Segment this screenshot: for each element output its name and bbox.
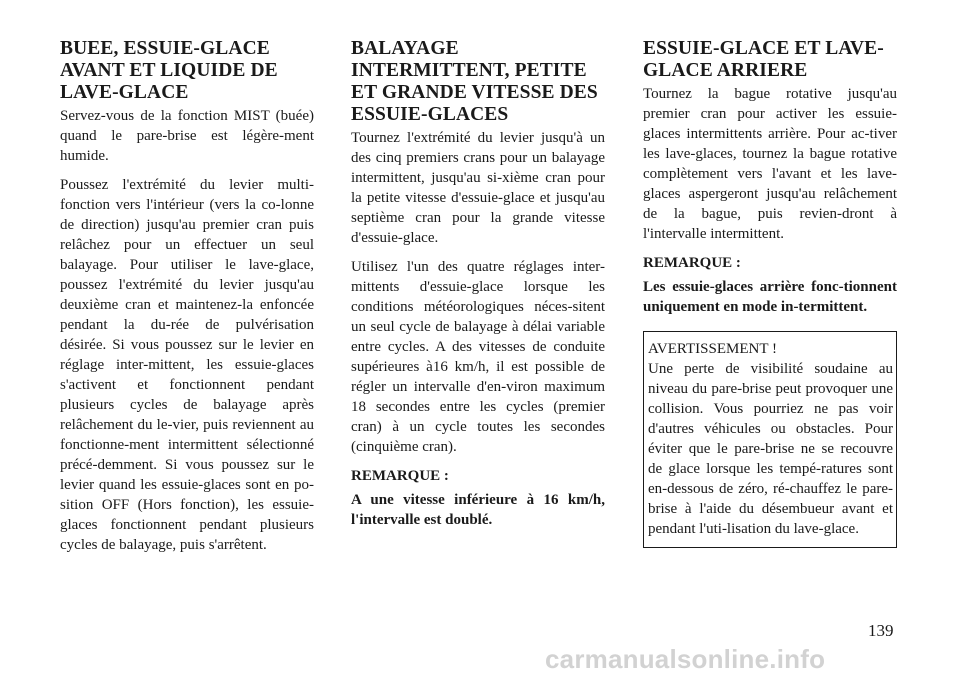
page-number: 139 — [868, 621, 894, 640]
warning-title: AVERTISSEMENT ! — [648, 341, 777, 357]
column-rear-wiper — [643, 38, 897, 548]
paragraph-washer-lever: Poussez l'extrémité du levier multi-fonction vers l'intérieur (vers la co-lonne de direction) jusqu'au premier cran puis relâchez pour un effectuer un seul balayage. Pour utiliser le lave-glace, poussez l'extrémité du levier jusqu'au deuxième cran et maintenez-la enfoncée pendant la du-rée de pulvérisation désirée. Si vous poussez sur le levier en réglage inter-mittent, les essuie-glaces s'activent et fonctionnent pendant plusieurs cycles de balayage après relâchement du le-vier, puis reviennent au fonctionne-ment intermittent sélectionné précé-demment. Si vous poussez sur le levier quand les essuie-glaces sont en po-sition OFF (Hors fonction), les essuie-glaces fonctionnent pendant plusieurs cycles de balayage, puis s'arrêtent. — [60, 177, 314, 553]
note-label: REMARQUE : — [351, 468, 449, 484]
paragraph-mist: Servez-vous de la fonction MIST (buée) quand le pare-brise est légère-ment humide. — [60, 108, 314, 164]
note-text: Les essuie-glaces arrière fonc-tionnent uniquement en mode in-termittent. — [643, 279, 897, 315]
note-label: REMARQUE : — [643, 255, 741, 271]
paragraph-lever-detents: Tournez l'extrémité du levier jusqu'à un des cinq premiers crans pour un balayage intermittent, jusqu'au si-xième cran pour la petite vitesse d'essuie-glace et jusqu'au septième cran pour la grande vitesse d'essuie-glace. — [351, 130, 605, 246]
column-intermittent-wipers — [351, 38, 605, 539]
warning-box — [643, 331, 897, 548]
watermark: carmanualsonline.info — [545, 644, 826, 674]
column-front-wiper — [60, 38, 314, 564]
section-title-rear-wiper: ESSUIE-GLACE ET LAVE-GLACE ARRIERE — [643, 38, 884, 81]
paragraph-intermittent-settings: Utilisez l'un des quatre réglages inter-mittents d'essuie-glace lorsque les conditions météorologiques néces-sitent un seul cycle de balayage à délai variable entre cycles. A des vitesses de conduite supérieures à16 km/h, il est possible de régler un intervalle d'en-viron maximum 18 secondes entre les cycles (premier cran) à un cycle toutes les secondes (cinquième cran). — [351, 259, 605, 455]
section-title-intermittent: BALAYAGE INTERMITTENT, PETITE ET GRANDE VITESSE DES ESSUIE-GLACES — [351, 38, 598, 125]
section-title-front-wiper: BUEE, ESSUIE-GLACE AVANT ET LIQUIDE DE LAVE-GLACE — [60, 38, 278, 103]
note-text: A une vitesse inférieure à 16 km/h, l'intervalle est doublé. — [351, 492, 605, 528]
paragraph-rear-rotary: Tournez la bague rotative jusqu'au premier cran pour activer les essuie-glaces intermittents arrière. Pour ac-tiver les lave-glaces, tournez la bague rotative complètement vers l'avant et les lave-glaces aspergeront jusqu'au relâchement de la bague, puis revien-dront à l'intervalle intermittent. — [643, 86, 897, 242]
warning-text: Une perte de visibilité soudaine au niveau du pare-brise peut provoquer une collision. Vous pourriez ne pas voir d'autres véhicules ou obstacles. Pour éviter que le pare-brise ne se recouvre de glace lorsque les tempé-ratures sont en-dessous de zéro, ré-chauffez le pare-brise à l'aide du désembueur avant et pendant l'uti-lisation du lave-glace. — [648, 361, 893, 537]
